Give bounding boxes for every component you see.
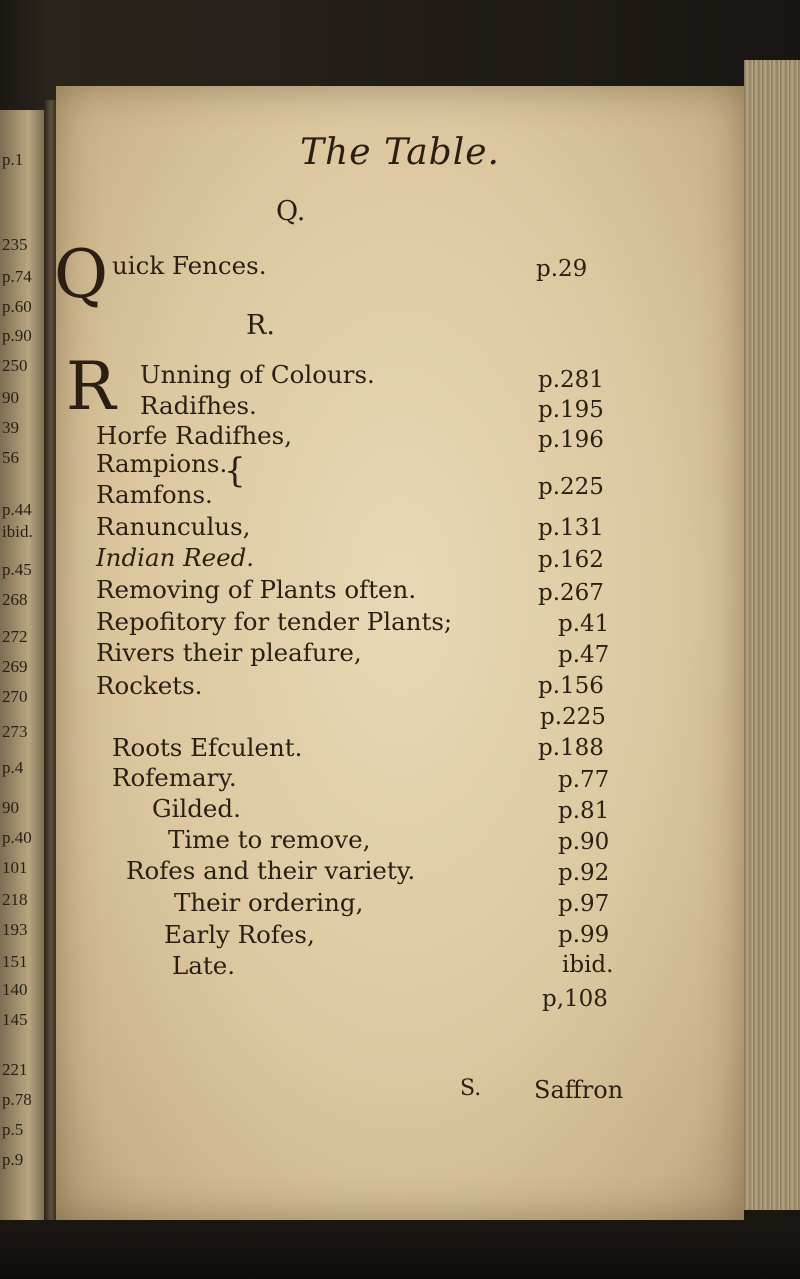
facing-page-fragment: 90 (2, 388, 19, 407)
page-reference: p.162 (538, 547, 604, 573)
index-entry: Repofitory for tender Plants; (96, 607, 453, 636)
index-entry: uick Fences. (112, 251, 267, 280)
facing-page-fragment: p.74 (2, 267, 32, 286)
facing-page-fragment: p.1 (2, 150, 24, 169)
index-entry: Removing of Plants often. (96, 575, 417, 604)
page-reference: p.196 (538, 427, 604, 453)
index-entry: Rockets. (96, 671, 203, 700)
facing-page-fragment: 270 (2, 687, 28, 706)
facing-page-fragment: 235 (2, 235, 28, 254)
signature-mark: S. (460, 1076, 482, 1101)
facing-page-fragment: 151 (2, 952, 28, 971)
page-reference: p.81 (558, 798, 610, 824)
page-reference: p.47 (558, 642, 610, 668)
page-reference: p.225 (540, 704, 606, 730)
book-cover-edge (0, 1220, 800, 1279)
page-reference: p.131 (538, 515, 604, 541)
page-block-edge (744, 60, 800, 1210)
facing-page-fragment: 273 (2, 722, 28, 741)
index-entry: Rivers their pleafure, (96, 638, 362, 667)
index-entry: Their ordering, (174, 888, 364, 917)
facing-page-fragment: p.78 (2, 1090, 32, 1109)
page-reference: p.77 (558, 767, 610, 793)
facing-page-fragment: 145 (2, 1010, 28, 1029)
facing-page-fragment: p.44 (2, 500, 32, 519)
index-entry: Rofes and their variety. (126, 856, 416, 885)
facing-page-fragment: 56 (2, 448, 19, 467)
facing-page-fragment: 221 (2, 1060, 28, 1079)
index-entry: Indian Reed. (96, 543, 255, 572)
page-reference: p.195 (538, 397, 604, 423)
page-reference: p.99 (558, 922, 610, 948)
index-entry: Late. (172, 951, 236, 980)
page-reference: p.90 (558, 829, 610, 855)
facing-page-fragment: 272 (2, 627, 28, 646)
facing-page-fragment: 101 (2, 858, 28, 877)
index-entry: Rampions. (96, 449, 228, 478)
index-entry: Early Rofes, (164, 920, 315, 949)
facing-page-fragment: 218 (2, 890, 28, 909)
page-reference: p.29 (536, 256, 588, 282)
facing-page-fragment: p.5 (2, 1120, 24, 1139)
facing-page-fragment: 90 (2, 798, 19, 817)
catchword: Saffron (534, 1076, 624, 1104)
facing-page-fragment: 140 (2, 980, 28, 999)
facing-page-fragment: p.4 (2, 758, 24, 777)
index-entry: Ranunculus, (96, 512, 251, 541)
page-reference: p,108 (542, 986, 608, 1012)
facing-page-fragment: ibid. (2, 522, 33, 541)
page-reference: p.156 (538, 673, 604, 699)
facing-page-fragment: p.45 (2, 560, 32, 579)
page-reference: p.281 (538, 367, 604, 393)
section-letter-q: Q. (276, 196, 306, 227)
index-entry: Gilded. (152, 794, 241, 823)
facing-page-fragment: p.40 (2, 828, 32, 847)
facing-page-fragment: 268 (2, 590, 28, 609)
page-reference: p.97 (558, 891, 610, 917)
facing-page-fragment: 39 (2, 418, 19, 437)
page-reference: p.267 (538, 580, 604, 606)
index-entry: Roots Efculent. (112, 733, 303, 762)
page-reference: ibid. (562, 952, 614, 978)
page-reference: p.225 (538, 474, 604, 500)
index-entry: Horfe Radifhes, (96, 421, 293, 450)
book-page (56, 86, 744, 1220)
index-entry: Ramfons. (96, 480, 213, 509)
facing-page-fragment: 250 (2, 356, 28, 375)
section-letter-r: R. (246, 310, 275, 341)
facing-page-fragment: p.9 (2, 1150, 24, 1169)
index-entry: Radifhes. (140, 391, 257, 420)
index-entry: Time to remove, (168, 825, 371, 854)
running-head: The Table. (300, 132, 500, 173)
index-entry: Rofemary. (112, 763, 237, 792)
brace-mark: { (224, 451, 246, 491)
index-entry: Unning of Colours. (140, 360, 375, 389)
facing-page-fragment: p.60 (2, 297, 32, 316)
page-reference: p.41 (558, 611, 610, 637)
dropcap-q: Q (54, 236, 109, 313)
dropcap-r: R (66, 348, 116, 425)
page-reference: p.92 (558, 860, 610, 886)
page-reference: p.188 (538, 735, 604, 761)
facing-page-fragment: 269 (2, 657, 28, 676)
facing-page-edge (0, 110, 48, 1220)
facing-page-fragment: p.90 (2, 326, 32, 345)
facing-page-fragment: 193 (2, 920, 28, 939)
